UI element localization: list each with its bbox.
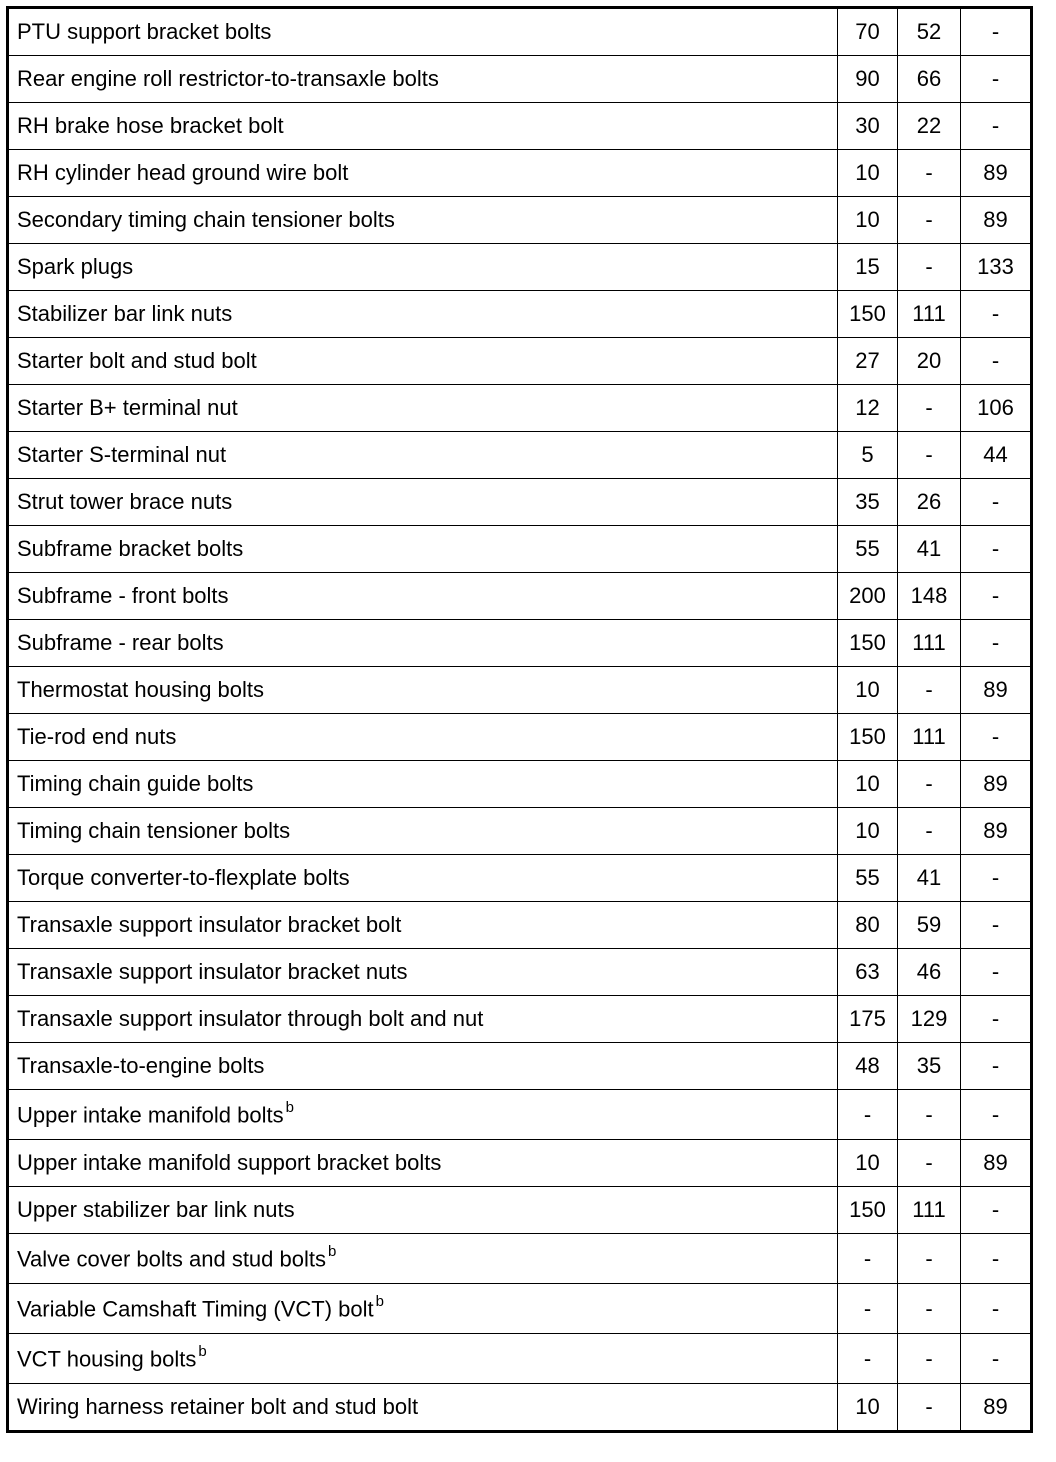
- value-nm: 35: [838, 479, 898, 526]
- value-nm: 70: [838, 8, 898, 56]
- value-lb-ft: -: [898, 197, 961, 244]
- value-lb-in: 89: [961, 761, 1032, 808]
- value-lb-ft: -: [898, 1090, 961, 1140]
- component-description-text: Transaxle support insulator bracket bolt: [17, 912, 402, 937]
- value-lb-in: -: [961, 291, 1032, 338]
- component-description-text: Subframe - rear bolts: [17, 630, 224, 655]
- value-lb-ft: 111: [898, 291, 961, 338]
- value-lb-ft: 41: [898, 526, 961, 573]
- value-nm: 30: [838, 103, 898, 150]
- component-description-text: Spark plugs: [17, 254, 134, 279]
- value-lb-ft: 111: [898, 1187, 961, 1234]
- component-description: [8, 1187, 838, 1234]
- value-nm: 90: [838, 56, 898, 103]
- component-description-text: Transaxle support insulator bracket nuts: [17, 959, 408, 984]
- value-lb-in: -: [961, 526, 1032, 573]
- table-row: [8, 761, 1032, 808]
- table-row: [8, 573, 1032, 620]
- value-lb-ft: 111: [898, 714, 961, 761]
- component-description: [8, 667, 838, 714]
- value-nm: 200: [838, 573, 898, 620]
- value-lb-in: -: [961, 573, 1032, 620]
- component-description: [8, 1140, 838, 1187]
- component-description: [8, 291, 838, 338]
- value-lb-ft: -: [898, 1384, 961, 1432]
- component-description-text: RH brake hose bracket bolt: [17, 113, 284, 138]
- component-description: [8, 526, 838, 573]
- component-description-text: Wiring harness retainer bolt and stud bolt: [17, 1394, 419, 1419]
- value-lb-in: 106: [961, 385, 1032, 432]
- table-row: [8, 8, 1032, 56]
- value-nm: 10: [838, 1384, 898, 1432]
- value-nm: 12: [838, 385, 898, 432]
- component-description-text: Transaxle support insulator through bolt and nut: [17, 1006, 484, 1031]
- component-description: [8, 338, 838, 385]
- component-description: [8, 996, 838, 1043]
- component-description: [8, 714, 838, 761]
- table-row: [8, 855, 1032, 902]
- component-description-text: Tie-rod end nuts: [17, 724, 177, 749]
- value-lb-ft: -: [898, 1140, 961, 1187]
- component-description: [8, 1284, 838, 1334]
- component-description-text: PTU support bracket bolts: [17, 19, 272, 44]
- component-description: [8, 902, 838, 949]
- value-lb-in: 89: [961, 150, 1032, 197]
- component-description: [8, 8, 838, 56]
- value-nm: 10: [838, 1140, 898, 1187]
- value-lb-ft: -: [898, 150, 961, 197]
- value-nm: 48: [838, 1043, 898, 1090]
- component-description-text: Upper intake manifold bolts: [17, 1102, 284, 1128]
- table-row: [8, 1284, 1032, 1334]
- value-nm: 10: [838, 197, 898, 244]
- component-description-text: Starter bolt and stud bolt: [17, 348, 257, 373]
- value-lb-in: 89: [961, 1140, 1032, 1187]
- value-lb-in: -: [961, 949, 1032, 996]
- value-lb-in: -: [961, 902, 1032, 949]
- value-nm: 15: [838, 244, 898, 291]
- value-lb-ft: -: [898, 1234, 961, 1284]
- value-lb-ft: 22: [898, 103, 961, 150]
- value-lb-ft: 20: [898, 338, 961, 385]
- footnote-marker: b: [285, 1098, 294, 1116]
- component-description-text: Stabilizer bar link nuts: [17, 301, 233, 326]
- value-lb-in: -: [961, 8, 1032, 56]
- component-description: [8, 244, 838, 291]
- value-lb-in: -: [961, 1090, 1032, 1140]
- value-lb-in: -: [961, 620, 1032, 667]
- value-lb-ft: 148: [898, 573, 961, 620]
- component-description-text: Starter B+ terminal nut: [17, 395, 238, 420]
- component-description-text: Valve cover bolts and stud bolts: [17, 1246, 326, 1272]
- value-lb-in: -: [961, 56, 1032, 103]
- table-row: [8, 526, 1032, 573]
- component-description: [8, 1234, 838, 1284]
- component-description: [8, 620, 838, 667]
- table-row: [8, 996, 1032, 1043]
- component-description: [8, 808, 838, 855]
- table-row: [8, 1384, 1032, 1432]
- component-description-text: Transaxle-to-engine bolts: [17, 1053, 265, 1078]
- component-description-text: Upper intake manifold support bracket bolts: [17, 1150, 442, 1175]
- value-lb-in: -: [961, 714, 1032, 761]
- table-row: [8, 1043, 1032, 1090]
- component-description-text: Rear engine roll restrictor-to-transaxle bolts: [17, 66, 439, 91]
- value-lb-in: 89: [961, 667, 1032, 714]
- value-lb-in: -: [961, 338, 1032, 385]
- footnote-marker: b: [375, 1292, 384, 1310]
- table-row: [8, 1334, 1032, 1384]
- component-description: [8, 1043, 838, 1090]
- component-description-text: Thermostat housing bolts: [17, 677, 265, 702]
- value-nm: 10: [838, 150, 898, 197]
- component-description: [8, 949, 838, 996]
- component-description-text: Subframe - front bolts: [17, 583, 229, 608]
- table-row: [8, 56, 1032, 103]
- value-lb-in: 89: [961, 197, 1032, 244]
- value-nm: 175: [838, 996, 898, 1043]
- value-lb-ft: -: [898, 808, 961, 855]
- component-description: [8, 761, 838, 808]
- table-row: [8, 620, 1032, 667]
- value-lb-in: -: [961, 1334, 1032, 1384]
- value-nm: -: [838, 1284, 898, 1334]
- table-row: [8, 1187, 1032, 1234]
- table-row: [8, 103, 1032, 150]
- value-nm: 10: [838, 667, 898, 714]
- component-description: [8, 1384, 838, 1432]
- value-nm: 150: [838, 620, 898, 667]
- value-nm: 27: [838, 338, 898, 385]
- component-description: [8, 197, 838, 244]
- value-lb-ft: 35: [898, 1043, 961, 1090]
- component-description: [8, 1334, 838, 1384]
- component-description-text: Timing chain guide bolts: [17, 771, 254, 796]
- value-nm: -: [838, 1334, 898, 1384]
- component-description: [8, 432, 838, 479]
- value-lb-in: 44: [961, 432, 1032, 479]
- component-description: [8, 855, 838, 902]
- value-lb-ft: 129: [898, 996, 961, 1043]
- value-lb-ft: -: [898, 432, 961, 479]
- component-description: [8, 56, 838, 103]
- value-nm: 150: [838, 714, 898, 761]
- table-row: [8, 338, 1032, 385]
- table-row: [8, 902, 1032, 949]
- value-lb-in: 89: [961, 1384, 1032, 1432]
- value-nm: 150: [838, 1187, 898, 1234]
- value-lb-in: -: [961, 1234, 1032, 1284]
- value-nm: 150: [838, 291, 898, 338]
- table-row: [8, 1234, 1032, 1284]
- value-nm: -: [838, 1090, 898, 1140]
- value-lb-in: -: [961, 855, 1032, 902]
- component-description-text: Upper stabilizer bar link nuts: [17, 1197, 295, 1222]
- value-lb-in: -: [961, 1284, 1032, 1334]
- value-lb-ft: 66: [898, 56, 961, 103]
- table-row: [8, 385, 1032, 432]
- value-nm: 80: [838, 902, 898, 949]
- value-lb-ft: -: [898, 385, 961, 432]
- value-lb-in: -: [961, 1043, 1032, 1090]
- value-lb-in: 89: [961, 808, 1032, 855]
- table-row: [8, 291, 1032, 338]
- value-lb-in: 133: [961, 244, 1032, 291]
- value-lb-ft: 52: [898, 8, 961, 56]
- component-description-text: Strut tower brace nuts: [17, 489, 233, 514]
- value-lb-ft: 46: [898, 949, 961, 996]
- value-lb-in: -: [961, 1187, 1032, 1234]
- value-nm: -: [838, 1234, 898, 1284]
- component-description-text: Timing chain tensioner bolts: [17, 818, 291, 843]
- torque-spec-table-body: [8, 8, 1032, 1432]
- component-description-text: Subframe bracket bolts: [17, 536, 244, 561]
- component-description-text: RH cylinder head ground wire bolt: [17, 160, 349, 185]
- value-lb-in: -: [961, 996, 1032, 1043]
- value-lb-in: -: [961, 103, 1032, 150]
- value-lb-ft: 26: [898, 479, 961, 526]
- component-description-text: VCT housing bolts: [17, 1346, 197, 1372]
- table-row: [8, 1090, 1032, 1140]
- table-row: [8, 197, 1032, 244]
- component-description: [8, 385, 838, 432]
- value-lb-ft: -: [898, 667, 961, 714]
- footnote-marker: b: [328, 1242, 337, 1260]
- table-row: [8, 949, 1032, 996]
- value-lb-ft: 59: [898, 902, 961, 949]
- value-lb-ft: -: [898, 1334, 961, 1384]
- value-nm: 55: [838, 855, 898, 902]
- value-nm: 10: [838, 808, 898, 855]
- value-nm: 5: [838, 432, 898, 479]
- component-description-text: Starter S-terminal nut: [17, 442, 227, 467]
- value-lb-ft: -: [898, 1284, 961, 1334]
- table-row: [8, 479, 1032, 526]
- value-lb-ft: -: [898, 244, 961, 291]
- table-row: [8, 432, 1032, 479]
- component-description: [8, 573, 838, 620]
- component-description: [8, 1090, 838, 1140]
- table-row: [8, 667, 1032, 714]
- value-lb-in: -: [961, 479, 1032, 526]
- component-description: [8, 103, 838, 150]
- value-nm: 55: [838, 526, 898, 573]
- component-description-text: Secondary timing chain tensioner bolts: [17, 207, 395, 232]
- table-row: [8, 244, 1032, 291]
- table-row: [8, 714, 1032, 761]
- footnote-marker: b: [198, 1342, 207, 1360]
- component-description: [8, 150, 838, 197]
- value-lb-ft: 41: [898, 855, 961, 902]
- value-lb-ft: -: [898, 761, 961, 808]
- value-nm: 63: [838, 949, 898, 996]
- value-nm: 10: [838, 761, 898, 808]
- torque-spec-table: [6, 6, 1033, 1433]
- component-description: [8, 479, 838, 526]
- table-row: [8, 1140, 1032, 1187]
- component-description-text: Variable Camshaft Timing (VCT) bolt: [17, 1296, 374, 1322]
- value-lb-ft: 111: [898, 620, 961, 667]
- table-row: [8, 808, 1032, 855]
- table-row: [8, 150, 1032, 197]
- component-description-text: Torque converter-to-flexplate bolts: [17, 865, 350, 890]
